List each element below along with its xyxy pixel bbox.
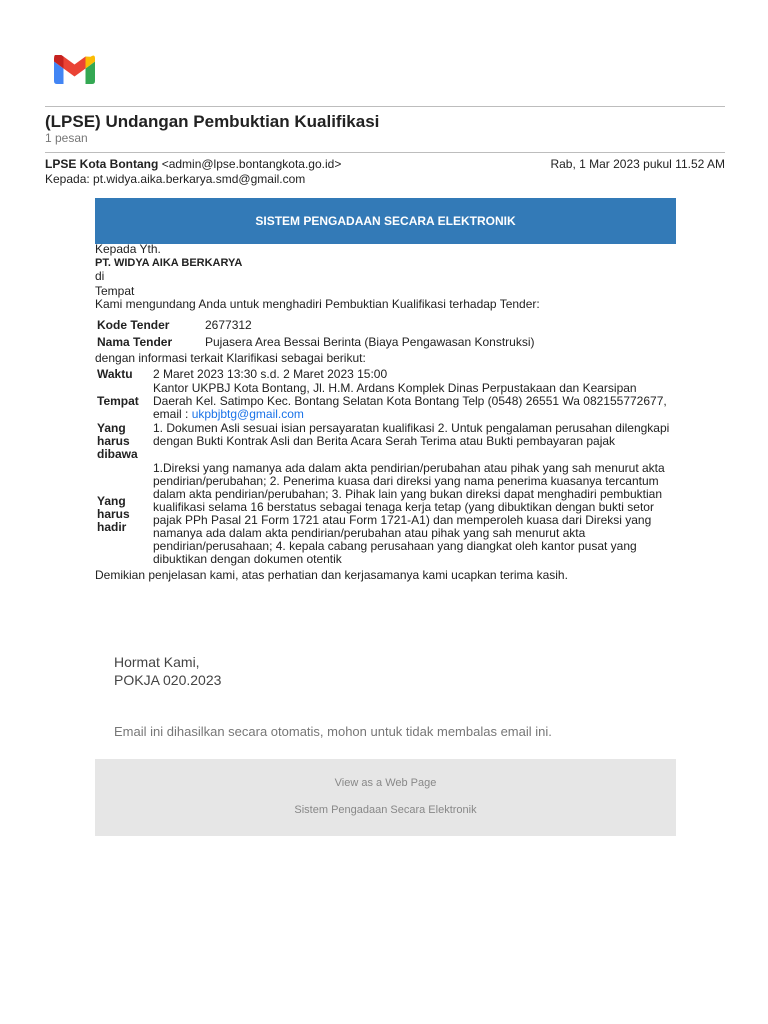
tempat-value [151, 382, 678, 421]
greeting: Kepada Yth. [95, 242, 161, 256]
dibawa-value: 1. Dokumen Asli sesuai isian persayaratan kualifikasi 2. Untuk pengalaman perusahan dilengkapi dengan Bukti Kontrak Asli dan Berita Acara Serah Terima atau Bukti pembayaran pajak [153, 421, 670, 448]
invitation-intro: Kami mengundang Anda untuk menghadiri Pembuktian Kualifikasi terhadap Tender: [95, 297, 540, 311]
recipient-line: Kepada: pt.widya.aika.berkarya.smd@gmail.com [45, 172, 306, 186]
dibawa-label: Yang harus dibawa [97, 421, 138, 461]
email-subject: (LPSE) Undangan Pembuktian Kualifikasi [45, 112, 380, 131]
klarifikasi-table [93, 367, 680, 567]
system-banner [95, 198, 676, 244]
signature [114, 653, 221, 689]
footer-system-name: Sistem Pengadaan Secara Elektronik [294, 804, 477, 816]
waktu-value: 2 Maret 2023 13:30 s.d. 2 Maret 2023 15:00 [153, 367, 388, 381]
header-divider [45, 106, 725, 107]
letter-body [95, 243, 680, 583]
company-name: PT. WIDYA AIKA BERKARYA [95, 256, 243, 269]
view-web-page-link[interactable]: View as a Web Page [334, 777, 437, 789]
table-row [95, 336, 537, 349]
table-row [95, 319, 537, 332]
email-date: Rab, 1 Mar 2023 pukul 11.52 AM [550, 157, 725, 171]
email-link[interactable]: ukpbjbtg@gmail.com [191, 407, 304, 421]
nama-tender-label: Nama Tender [97, 334, 173, 349]
signature-team: POKJA 020.2023 [114, 672, 222, 688]
tender-table [93, 315, 539, 353]
email-footer [95, 759, 676, 836]
table-row [95, 368, 678, 381]
hadir-value: 1.Direksi yang namanya ada dalam akta pendirian/perubahan atau pihak yang sah menurut akta pendirian/perubahan; 2. Penerima kuasa dari direksi yang nama penerima kuasanya tercantum dalam akta pendirian/perubahan; 3. Pihak lain yang bukan direksi dapat menghadiri pembuktian kualifikasi selama 16 berstatus sebagai tenaga kerja tetap (yang dibuktikan dengan bukti setor pajak PPh Pasal 21 Form 1721 atau Form 1721-A1) dan memperoleh kuasa dari Direksi yang namanya ada dalam akta pendirian/perubahan atau pihak yang sah menurut akta pendirian/perusahaan; 4. kepala cabang perusahaan yang diangkat oleh kantor pusat yang dibuktikan dengan dokumen otentik [153, 461, 665, 566]
signature-greeting: Hormat Kami, [114, 654, 200, 670]
sender-name[interactable]: LPSE Kota Bontang [45, 157, 159, 171]
subject-divider [45, 152, 725, 153]
nama-tender-value: Pujasera Area Bessai Berinta (Biaya Pengawasan Konstruksi) [205, 334, 535, 349]
di-line: di [95, 269, 105, 283]
sender-email[interactable]: <admin@lpse.bontangkota.go.id> [161, 157, 342, 171]
banner-title: SISTEM PENGADAAN SECARA ELEKTRONIK [255, 214, 516, 228]
table-row [95, 422, 678, 461]
kode-tender-value: 2677312 [205, 317, 252, 332]
tempat-line: Tempat [95, 283, 135, 298]
info-intro: dengan informasi terkait Klarifikasi sebagai berikut: [95, 350, 366, 365]
kode-tender-label: Kode Tender [97, 317, 170, 332]
auto-generated-note: Email ini dihasilkan secara otomatis, mohon untuk tidak membalas email ini. [114, 724, 552, 739]
message-count: 1 pesan [45, 131, 88, 145]
waktu-label: Waktu [97, 367, 133, 381]
tempat-label: Tempat [97, 394, 139, 408]
hadir-label: Yang harus hadir [97, 493, 130, 534]
gmail-logo-icon [54, 55, 95, 84]
closing-text: Demikian penjelasan kami, atas perhatian dan kerjasamanya kami ucapkan terima kasih. [95, 568, 568, 582]
table-row [95, 382, 678, 421]
table-row [95, 462, 678, 566]
sender-line [45, 157, 341, 171]
tempat-address: Kantor UKPBJ Kota Bontang, Jl. H.M. Ardans Komplek Dinas Perpustakaan dan Kearsipan Daerah Kel. Satimpo Kec. Bontang Selatan Kota Bontang Telp (0548) 26551 Wa 082155772677, email : [153, 381, 667, 421]
